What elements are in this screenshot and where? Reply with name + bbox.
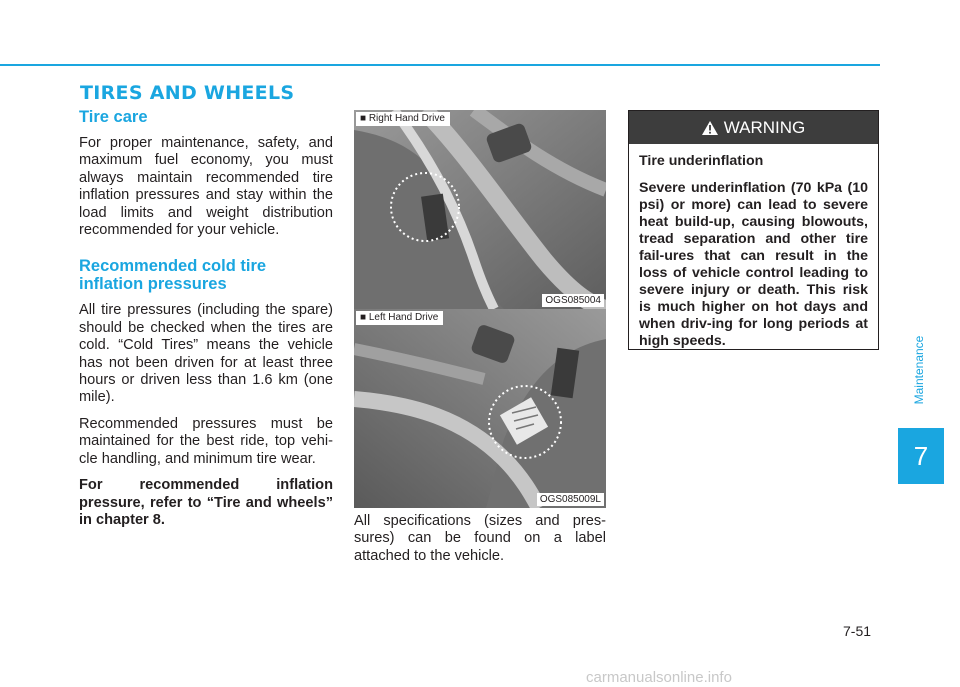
main-text-column bbox=[79, 108, 333, 538]
figure-label-lhd: ■ Left Hand Drive bbox=[356, 311, 443, 325]
watermark: carmanualsonline.info bbox=[586, 669, 732, 686]
warning-header bbox=[629, 111, 878, 144]
section-title: TIRES AND WHEELS bbox=[80, 82, 295, 104]
figure-left-hand-drive bbox=[354, 309, 606, 508]
figure-caption: All specifications (sizes and pres-sures) can be found on a label attached to the vehicle. bbox=[354, 513, 606, 564]
chapter-tab[interactable]: 7 bbox=[898, 428, 944, 484]
warning-box bbox=[628, 110, 879, 350]
tire-care-heading: Tire care bbox=[79, 108, 148, 126]
door-jamb-illustration-rhd bbox=[354, 110, 606, 309]
warning-title: Tire underinflation bbox=[639, 153, 764, 169]
side-chapter-label: Maintenance bbox=[912, 335, 926, 405]
warning-header-label: WARNING bbox=[723, 117, 806, 137]
recommended-paragraph-3: For recommended inflation pressure, refer to “Tire and wheels” in chapter 8. bbox=[79, 477, 333, 528]
recommended-pressure-heading: Recommended cold tire inflation pressures bbox=[79, 257, 267, 294]
door-jamb-illustration-lhd bbox=[354, 309, 606, 508]
figure-label-rhd: ■ Right Hand Drive bbox=[356, 112, 450, 126]
figure-code-lhd: OGS085009L bbox=[537, 493, 604, 506]
warning-body bbox=[629, 144, 878, 350]
warning-text: Severe underinflation (70 kPa (10 psi) or more) can lead to severe heat build-up, causing blowouts, tread separation and other tire fail-ures that can result in the loss of vehicle control leading to severe injury or death. This risk is much higher on hot days and when driv-ing for long periods at high speeds. bbox=[639, 180, 868, 349]
recommended-paragraph-2: Recommended pressures must be maintained for the best ride, top vehi-cle handling, and minimum tire wear. bbox=[79, 415, 333, 467]
tire-care-paragraph: For proper maintenance, safety, and maximum fuel economy, you must always maintain recommended tire inflation pressures and stay within the load limits and weight distribution recommended for your vehicle. bbox=[79, 135, 333, 239]
warning-triangle-icon bbox=[702, 121, 718, 135]
figure-right-hand-drive bbox=[354, 110, 606, 309]
top-rule bbox=[0, 64, 880, 66]
page-number: 7-51 bbox=[843, 623, 872, 639]
figure-code-rhd: OGS085004 bbox=[542, 294, 604, 307]
recommended-paragraph-1: All tire pressures (including the spare) should be checked when the tires are cold. “Cold Tires” means the vehicle has not been driven for at least three hours or driven less than 1.6 km (one mile). bbox=[79, 302, 333, 406]
